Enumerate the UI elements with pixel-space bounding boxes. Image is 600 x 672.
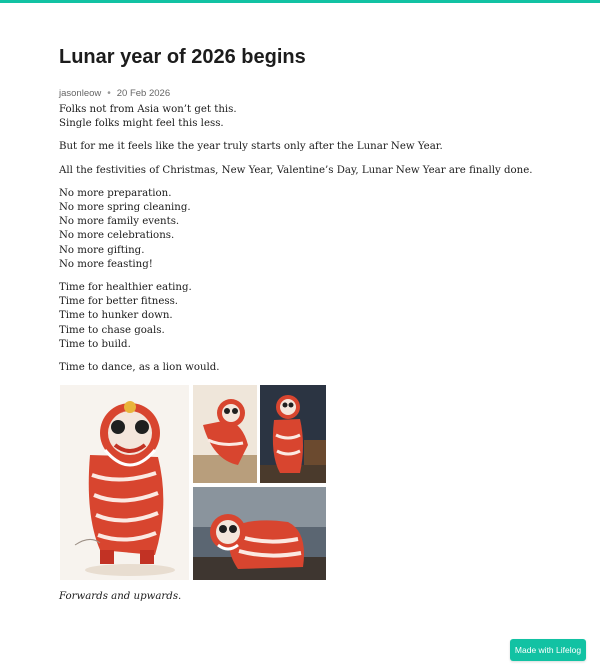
post-title: Lunar year of 2026 begins [59, 46, 306, 68]
image-gallery [59, 385, 329, 582]
text-line: No more family events. [59, 216, 180, 228]
paragraph [59, 140, 539, 154]
text-line: Time to build. [59, 338, 131, 350]
paragraph [59, 281, 539, 352]
text-line: No more feasting! [59, 258, 153, 270]
lion-dance-image-large[interactable] [60, 385, 189, 580]
text-line: Single folks might feel this less. [59, 118, 224, 130]
top-accent-bar [0, 0, 600, 3]
text-line: Time to dance, as a lion would. [59, 362, 220, 374]
text-line: No more preparation. [59, 187, 172, 199]
text-line: Folks not from Asia won’t get this. [59, 104, 237, 115]
post-date: 20 Feb 2026 [116, 88, 171, 99]
paragraph [59, 164, 539, 178]
text-line: Time to hunker down. [59, 310, 173, 322]
lion-dance-image-wide[interactable] [193, 487, 326, 580]
made-with-lifelog-button[interactable]: Made with Lifelog [510, 639, 586, 661]
paragraph [59, 361, 539, 375]
post-body [59, 103, 539, 604]
text-line: No more gifting. [59, 244, 145, 256]
text-line: Time to chase goals. [59, 324, 165, 336]
text-line: Time for healthier eating. [59, 282, 192, 294]
text-line: No more spring cleaning. [59, 202, 191, 214]
text-line: Time for better fitness. [59, 296, 179, 308]
lion-dance-image-small-2[interactable] [260, 385, 326, 483]
text-line: No more celebrations. [59, 230, 175, 242]
lion-dance-image-small-1[interactable] [193, 385, 257, 483]
post-author[interactable]: jasonleow [59, 88, 102, 99]
gallery-caption: Forwards and upwards. [59, 591, 182, 603]
paragraph [59, 103, 539, 131]
meta-separator: • [107, 88, 111, 99]
text-line: But for me it feels like the year truly starts only after the Lunar New Year. [59, 141, 443, 153]
paragraph [59, 187, 539, 272]
post-container [59, 44, 539, 604]
text-line: All the festivities of Christmas, New Year, Valentine’s Day, Lunar New Year are finally done. [59, 164, 533, 176]
post-meta [59, 88, 539, 100]
